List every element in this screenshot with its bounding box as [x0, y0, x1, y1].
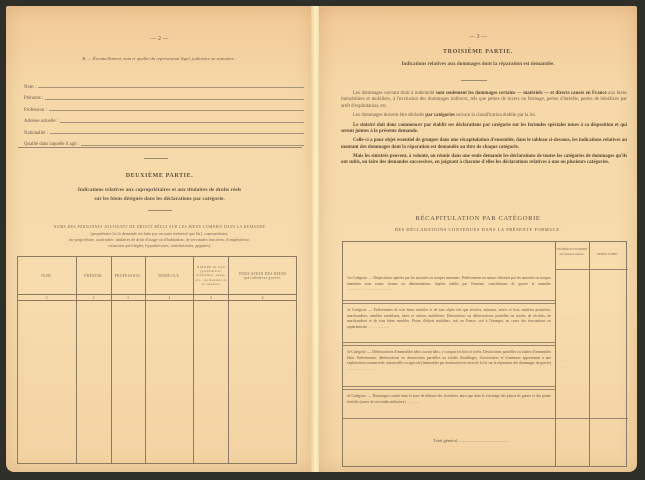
category-4: 4e Catégorie. — Dommages causés dans la zone de défense des frontières, ainsi que dans le voisinage des places de guerre et des points fortifiés (zones de servitudes militaires) ......... [347, 394, 551, 404]
short-divider [461, 80, 487, 81]
form-field-prenoms[interactable] [24, 90, 304, 102]
field-line[interactable] [60, 122, 304, 123]
form-field-qualite[interactable] [24, 136, 304, 148]
col-header-prenom: PRÉNOM. [76, 257, 111, 295]
cell-nom[interactable] [18, 301, 77, 464]
row-divider [343, 386, 555, 387]
col-header-nom: NOM. [18, 257, 77, 295]
page-number: — 3 — [469, 34, 487, 40]
instructions-text [341, 91, 627, 170]
cell-biens[interactable] [229, 301, 297, 464]
recap-subtitle: DES DÉCLARATIONS CONTENUES DANS LA PRÉSENTE FORMULE. [394, 227, 562, 232]
part-two-subtitle-2: sur les biens désignés dans les déclarations par catégorie. [94, 196, 225, 202]
field-line[interactable] [50, 133, 304, 134]
col-number: 5 [194, 295, 229, 301]
col-number: 3 [111, 295, 145, 301]
form-field-nationalite[interactable] [24, 124, 304, 136]
divider [18, 147, 302, 148]
section-b-title: B. — Éventuellement, nom et qualité du représentant légal, judiciaire ou statutaire : [82, 56, 237, 61]
field-line[interactable] [38, 87, 304, 88]
col-number: 6 [229, 295, 297, 301]
field-label: Nom : [24, 84, 37, 90]
co-owners-table [17, 256, 297, 464]
row-divider [343, 300, 555, 301]
col-header-domicile: DOMICILE. [145, 257, 194, 295]
right-page [319, 6, 637, 472]
field-line[interactable] [45, 99, 304, 100]
part-two-subtitle-1: Indications relatives aux copropriétaires et aux titulaires de droits réels [77, 187, 242, 193]
table-note-3: créanciers privilégiés, hypothécaires, antichrésistes, gagistes). [107, 243, 212, 248]
table-note-1: (propriétaire [si la demande est faite par un autre intéressé que lui], copropriétaire, [90, 231, 229, 236]
col-header-profession: PROFESSION. [111, 257, 145, 295]
col-header-perte: PERTE SUBIE. [596, 252, 619, 256]
paragraph: Les dommages doivent être déclarés par catégories suivant la classification établie par la loi. [353, 113, 536, 119]
col-header-numeros: NUMÉROS D'ORDRE de l'annexe remise. [556, 247, 588, 256]
recap-title: RÉCAPITULATION PAR CATÉGORIE [415, 215, 541, 222]
header-divider [555, 269, 628, 270]
form-field-adresse[interactable] [24, 113, 304, 125]
field-label: Profession : [24, 107, 47, 113]
paragraph: Le sinistré doit donc commencer par établir ses déclarations par catégorie sur les formules spéciales mises à sa disposition et qui seront jointes à la présente demande. [341, 122, 627, 134]
representative-form [24, 78, 304, 147]
category-2: 2e Catégorie. — Enlèvements de tous biens meubles et de tous objets tels que récoltes, animaux, arbres et bois, matières premières, marchandises, meubles meublants, titres et valeurs mobilières. Destructions ou détériorations partielles ou totales de récoltes, de marchandises et de tous biens meubles. Pertes d'objets mobiliers, soit en France, soit à l'étranger, au cours des évacuations ou rapatriements .............. [347, 308, 551, 329]
col-number: 4 [145, 295, 194, 301]
cell-nature-droit[interactable] [194, 301, 229, 464]
part-three-title: TROISIÈME PARTIE. [443, 49, 513, 55]
col-number: 2 [76, 295, 111, 301]
pencil-mark: ……… [563, 316, 573, 320]
pencil-mark: ……… [563, 358, 573, 362]
field-line[interactable] [81, 145, 304, 146]
row-divider [343, 342, 555, 343]
field-line[interactable] [49, 110, 304, 111]
column-divider [555, 242, 556, 466]
part-three-subtitle: Indications relatives aux dommages dont la réparation est demandée. [401, 61, 555, 67]
col-header-biens: INDICATION DES BIENS spécialement grevés. [229, 257, 297, 295]
col-number: 1 [18, 295, 77, 301]
recap-table [342, 241, 627, 467]
short-divider [144, 158, 168, 159]
left-page [6, 6, 313, 472]
category-3: 3e Catégorie. — Détériorations d'immeubles bâtis ou non bâtis, y compris les bois et forêts. Destructions partielles ou totales d'immeubles bâtis. Enlèvements, détériorations ou destructions partielles ou totales d'outillages, d'accessoires et d'animaux appartenant à une exploitation commerciale, industrielle ou agricole (immeubles par destination en vertu de la loi sur la réparation des dommages de guerre) .................. [347, 350, 551, 371]
total-divider [343, 418, 628, 419]
field-label: Prénoms : [24, 96, 44, 101]
page-number: — 2 — [150, 36, 169, 42]
table-row[interactable] [18, 301, 297, 464]
paragraph: Mais les sinistrés peuvent, à volonté, ou réunir dans une seule demande les déclarations de toutes les catégories de dommages qu'ils ont subis, ou faire des demandes successives, en joignant à chacune d'elles les déclarations relatives à une ou plusieurs catégories. [341, 154, 627, 166]
field-label: Qualité dans laquelle il agit : [24, 142, 80, 147]
short-divider [148, 210, 172, 211]
table-header-row [18, 257, 297, 295]
paragraph: Celle-ci a pour objet essentiel de grouper dans une récapitulation d'ensemble, dans le tableau ci-dessous, les indications relatives au montant des dommages dont la réparation est demandée au titre de chaque catégorie. [341, 138, 627, 150]
cell-domicile[interactable] [145, 301, 194, 464]
form-field-nom[interactable] [24, 78, 304, 90]
field-label: Adresse actuelle : [24, 119, 59, 124]
form-field-profession[interactable] [24, 101, 304, 113]
cell-profession[interactable] [111, 301, 145, 464]
part-two-title: DEUXIÈME PARTIE. [125, 173, 194, 179]
total-general-label: Total général. ........................................... [433, 438, 509, 443]
cell-prenom[interactable] [76, 301, 111, 464]
field-label: Nationalité : [24, 130, 48, 136]
category-1: 1re Catégorie. — Réquisitions opérées par les autorités ou troupes ennemies. Prélèvements en nature effectués par les autorités ou troupes ennemies sous toutes formes ou dénominations. Impôts établis par l'ennemi, contributions de guerre et amendes .............................. [347, 276, 551, 292]
paragraph: Les dommages ouvrant droit à indemnité sont seulement les dommages certains — matériels — et directs causés en France aux biens immobiliers et mobiliers, à l'exclusion des dommages indirects, tels que pertes de loyers ou fermage, pertes d'intérêts, pertes de bénéfices par arrêt d'exploitation, etc. [341, 91, 627, 109]
col-header-nature-droit: NATURE du droit (propriétaire, usufruitier, usage, etc., ou montant de la créance). [194, 257, 229, 295]
table-caption: NOMS DES PERSONNES JOUISSANT DE DROITS RÉELS SUR LES BIENS COMPRIS DANS LA DEMANDE [53, 225, 266, 229]
table-note-2: nu-propriétaire, usufruitier, titulaires de droit d'usage ou d'habitation, de servitudes foncières, d'emphytéose, [69, 237, 250, 242]
